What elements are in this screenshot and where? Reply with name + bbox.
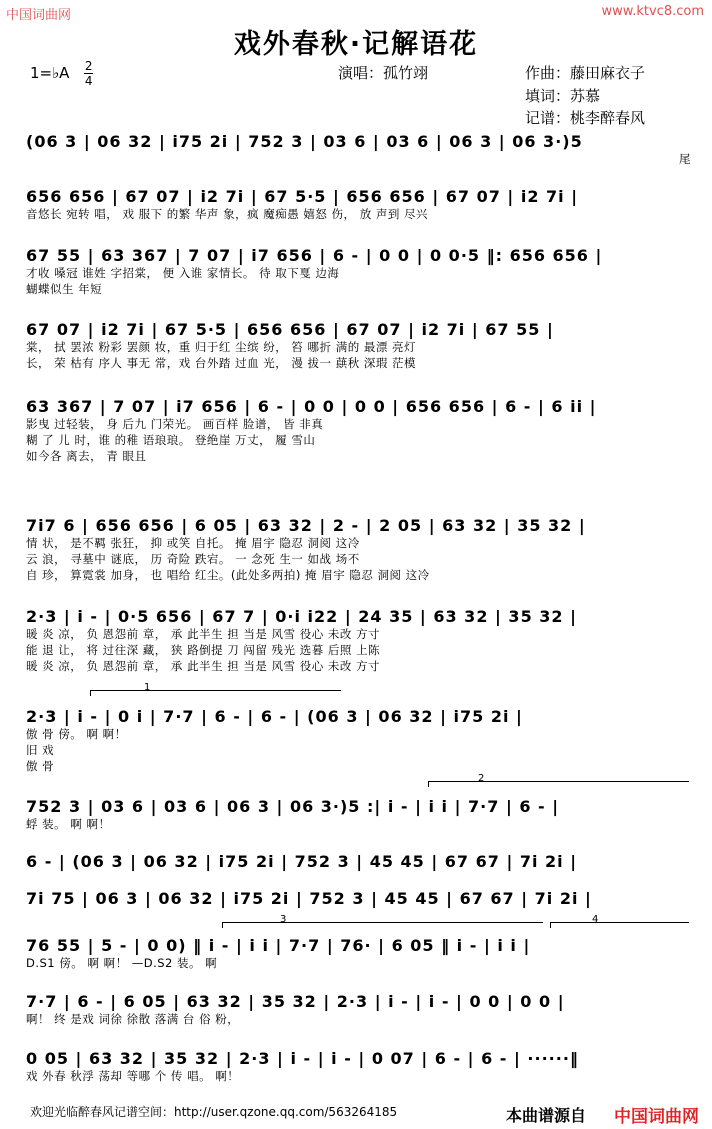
watermark-left: 中国词曲网 [6, 8, 72, 23]
row-lyric: 暖 炎 凉， 负 恩怨前 章， 承 此半生 担 当是 风雪 役心 未改 方寸 [26, 627, 381, 641]
row-lyric: 啊！ 终 是戏 词徐 徐散 落满 台 俗 粉， [26, 1012, 240, 1026]
row-lyric: 情 状， 是不羁 张狂， 抑 或笑 自托。 掩 眉宇 隐忍 洞阅 这冷 [26, 536, 360, 550]
score-row-13 [26, 992, 691, 1027]
score-row-12 [26, 936, 691, 971]
score-row-6 [26, 516, 691, 583]
row-lyric: 长， 荣 枯有 序人 事无 常，戏 台外踏 过血 光， 漫 拔一 蕻秋 深瑕 茫模 [26, 356, 417, 370]
footer-url: 欢迎光临醉春风记谱空间：http://user.qzone.qq.com/563264185 [30, 1105, 398, 1119]
time-bottom: 4 [84, 74, 93, 88]
row-lyric: 能 退 让， 将 过往深 藏， 狭 路倒提 刀 闯留 残光 选暮 后照 上陈 [26, 643, 381, 657]
row-lyric: D.S1 傍。 啊 啊！ —D.S2 装。 啊 [26, 956, 218, 970]
watermark-right: www.ktvc8.com [601, 4, 704, 19]
row-lyric: 蜉 装。 啊 啊！ [26, 817, 111, 831]
row-lyric: 才收 嗓冠 谁姓 字招棠， 便 入谁 家情长。 待 取下戛 边海 [26, 266, 340, 280]
key-signature [30, 60, 93, 87]
footer-source: 本曲谱源自 [506, 1106, 587, 1125]
key-label: 1=♭A [30, 64, 70, 82]
row-notes: 2·3 | i - | 0 i | 7·7 | 6 - | 6 - | (06 3 | 06 32 | i75 2i | [26, 707, 523, 726]
row-notes: 0 05 | 63 32 | 35 32 | 2·3 | i - | i - | 0 07 | 6 - | 6 - | ······‖ [26, 1049, 579, 1068]
ending-bracket-1 [90, 690, 341, 696]
ending-number-4: 4 [592, 914, 599, 925]
singer: 演唱：孤竹翊 [338, 64, 429, 82]
score-row-14 [26, 1049, 691, 1084]
row-notes: 7i 75 | 06 3 | 06 32 | i75 2i | 752 3 | 45 45 | 67 67 | 7i 2i | [26, 889, 592, 908]
lyricist: 填词：苏慕 [525, 87, 601, 105]
row-lyric: 糊 了 儿 时，谁 的稚 语琅琅。 登绝崖 万丈， 履 雪山 [26, 433, 316, 447]
row-lyric: 棠， 拭 罢浓 粉彩 罢颜 妆，重 归于红 尘缤 纷， 笞 哪折 满的 最漂 亮灯 [26, 340, 417, 354]
ending-bracket-3 [222, 922, 543, 928]
row-lyric: 傲 骨 傍。 啊 啊！ [26, 727, 127, 741]
row-lyric: 影曳 过轻装， 身 后九 门荣光。 画百样 脸谱， 皆 非真 [26, 417, 324, 431]
score-row-10 [26, 852, 691, 871]
score-row-4 [26, 320, 691, 371]
row-notes: 67 55 | 63 367 | 7 07 | i7 656 | 6 - | 0 0 | 0 0·5 ‖: 656 656 | [26, 246, 603, 265]
row-lyric: 戏 外春 秋浮 荡却 等哪 个 传 唱。 啊！ [26, 1069, 240, 1083]
row-lyric: 傲 骨 [26, 759, 55, 773]
row-lyric: 自 珍， 算霓裳 加身， 也 唱给 红尘。(此处多两拍) 掩 眉宇 隐忍 洞阅 这冷 [26, 568, 430, 582]
row-lyric: 暖 炎 凉， 负 恩怨前 章， 承 此半生 担 当是 风雪 役心 未改 方寸 [26, 659, 381, 673]
ending-number-3: 3 [280, 914, 287, 925]
row-lyric: 云 浪， 寻墓中 谜底， 历 奇险 跌宕。 一 念死 生一 如战 场不 [26, 552, 360, 566]
row-notes: 2·3 | i - | 0·5 656 | 67 7 | 0·i i22 | 24 35 | 63 32 | 35 32 | [26, 607, 577, 626]
row-lyric: 音悠长 宛转 唱， 戏 服下 的繁 华声 象，疯 魔痴愚 嬉怒 伤， 放 声到 尽兴 [26, 207, 429, 221]
row-notes: 7i7 6 | 656 656 | 6 05 | 63 32 | 2 - | 2 05 | 63 32 | 35 32 | [26, 516, 586, 535]
row-notes: 7·7 | 6 - | 6 05 | 63 32 | 35 32 | 2·3 | i - | i - | 0 0 | 0 0 | [26, 992, 565, 1011]
row-notes: 6 - | (06 3 | 06 32 | i75 2i | 752 3 | 45 45 | 67 67 | 7i 2i | [26, 852, 578, 871]
row-notes: (06 3 | 06 32 | i75 2i | 752 3 | 03 6 | 03 6 | 06 3 | 06 3·)5 [26, 132, 583, 151]
ending-number-1: 1 [144, 682, 151, 693]
transcriber: 记谱：桃李醉春风 [525, 109, 646, 127]
row-lyric: 蝴蝶似生 年短 [26, 282, 103, 296]
score-row-1 [26, 132, 691, 167]
row-notes: 63 367 | 7 07 | i7 656 | 6 - | 0 0 | 0 0 | 656 656 | 6 - | 6 ii | [26, 397, 597, 416]
time-signature [84, 60, 93, 87]
row-lyric: 尾 [679, 152, 691, 166]
row-notes: 752 3 | 03 6 | 03 6 | 06 3 | 06 3·)5 :| i - | i i | 7·7 | 6 - | [26, 797, 560, 816]
row-lyric: 如今各 离去， 青 眼且 [26, 449, 147, 463]
row-lyric: 旧 戏 [26, 743, 55, 757]
ending-bracket-2 [428, 781, 689, 787]
score-row-3 [26, 246, 691, 297]
composer: 作曲：藤田麻衣子 [525, 64, 646, 82]
time-top: 2 [84, 59, 93, 73]
score-row-9 [26, 797, 691, 832]
ending-bracket-4 [550, 922, 689, 928]
footer-brand: 中国词曲网 [614, 1107, 699, 1127]
song-title: 戏外春秋·记解语花 [233, 29, 479, 60]
score-row-8 [26, 707, 691, 774]
score-row-7 [26, 607, 691, 674]
score-row-11 [26, 889, 691, 908]
score-row-5 [26, 397, 691, 464]
row-notes: 76 55 | 5 - | 0 0) ‖ i - | i i | 7·7 | 76· | 6 05 ‖ i - | i i | [26, 936, 531, 955]
ending-number-2: 2 [478, 773, 485, 784]
score-row-2 [26, 187, 691, 222]
row-notes: 656 656 | 67 07 | i2 7i | 67 5·5 | 656 656 | 67 07 | i2 7i | [26, 187, 579, 206]
row-notes: 67 07 | i2 7i | 67 5·5 | 656 656 | 67 07 | i2 7i | 67 55 | [26, 320, 554, 339]
